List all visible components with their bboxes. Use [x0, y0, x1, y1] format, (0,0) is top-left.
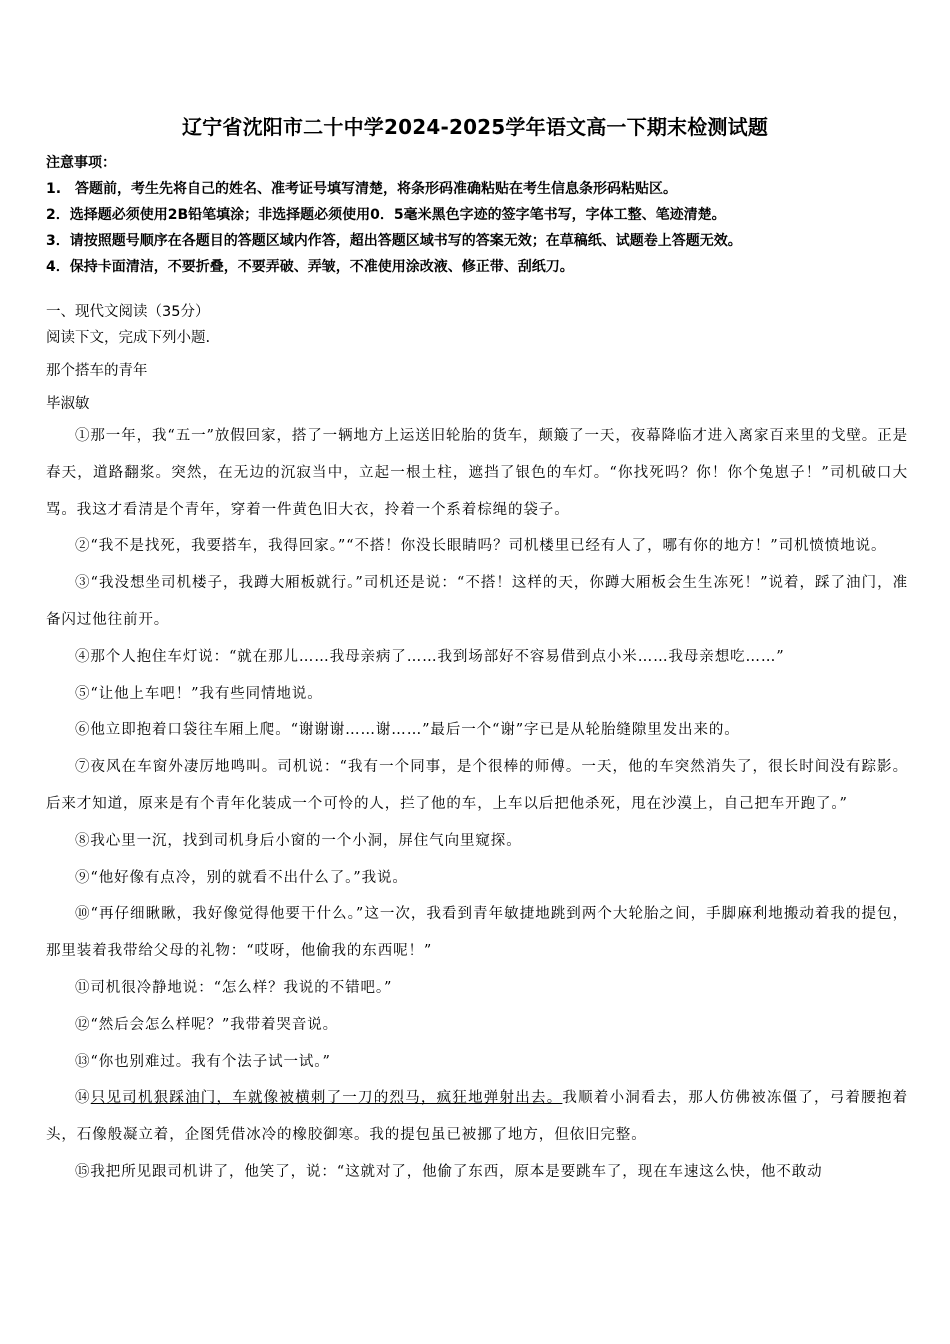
paragraph-10: ⑩“再仔细瞅瞅，我好像觉得他要干什么。”这一次，我看到青年敏捷地跳到两个大轮胎之间，手脚麻利地搬动着我的提包，那里装着我带给父母的礼物：“哎呀，他偷我的东西呢！”: [46, 906, 908, 960]
exam-title: 辽宁省沈阳市二十中学2024-2025学年语文高一下期末检测试题: [181, 115, 769, 139]
paragraph-7: ⑦夜风在车窗外凄厉地鸣叫。司机说：“我有一个同事，是个很棒的师傅。一天，他的车突然消失了，很长时间没有踪影。后来才知道，原来是有个青年化装成一个可怜的人，拦了他的车，上车以后把他杀死，甩在沙漠上，自己把车开跑了。”: [46, 759, 908, 812]
paragraph-12: ⑫“然后会怎么样呢？”我带着哭音说。: [75, 1016, 339, 1033]
notice-item: 4．保持卡面清洁，不要折叠，不要弄破、弄皱，不准使用涂改液、修正带、刮纸刀。: [46, 259, 574, 275]
paragraph-3: ③“我没想坐司机楼子，我蹲大厢板就行。”司机还是说：“不搭！这样的天，你蹲大厢板会生生冻死！”说着，踩了油门，准备闪过他往前开。: [46, 575, 908, 628]
notice-item: 2．选择题必须使用2B铅笔填涂；非选择题必须使用0．5毫米黑色字迹的签字笔书写，字体工整、笔迹清楚。: [46, 207, 726, 223]
notice-item: 1. 答题前，考生先将自己的姓名、准考证号填写清楚，将条形码准确粘贴在考生信息条形码粘贴区。: [46, 181, 678, 197]
underlined-sentence: 只见司机狠踩油门，车就像被横刺了一刀的烈马，疯狂地弹射出去。: [90, 1090, 563, 1107]
notice-item: 3．请按照题号顺序在各题目的答题区域内作答，超出答题区域书写的答案无效；在草稿纸、试题卷上答题无效。: [46, 233, 742, 249]
paragraph-5: ⑤“让他上车吧！”我有些同情地说。: [75, 685, 323, 702]
article-body: [46, 418, 908, 1191]
paragraph-1: ①那一年，我“五一”放假回家，搭了一辆地方上运送旧轮胎的货车，颠簸了一天，夜幕降临才进入离家百来里的戈壁。正是春天，道路翻浆。突然，在无边的沉寂当中，立起一根土柱，遮挡了银色的车灯。“你找死吗？你！你个兔崽子！”司机破口大骂。我这才看清是个青年，穿着一件黄色旧大衣，拎着一个系着棕绳的袋子。: [46, 428, 908, 518]
article-author: 毕淑敏: [46, 396, 90, 412]
paragraph-9: ⑨“他好像有点冷，别的就看不出什么了。”我说。: [75, 869, 408, 886]
paragraph-11: ⑪司机很冷静地说：“怎么样？我说的不错吧。”: [75, 979, 393, 996]
section-instruction: 阅读下文，完成下列小题.: [46, 330, 211, 346]
paragraph-6: ⑥他立即抱着口袋往车厢上爬。“谢谢谢……谢……”最后一个“谢”字已是从轮胎缝隙里发出来的。: [75, 722, 740, 739]
paragraph-15: ⑮我把所见跟司机讲了，他笑了，说：“这就对了，他偷了东西，原本是要跳车了，现在车速这么快，他不敢动: [75, 1163, 823, 1180]
paragraph-14-rest: 我顺着小洞看去，那人仿佛被冻僵了，弓着腰抱着头，石像般凝立着，企图凭借冰冷的橡胶御寒。我的提包虽已被挪了地方，但依旧完整。: [46, 1090, 908, 1144]
paragraph-8: ⑧我心里一沉，找到司机身后小窗的一个小洞，屏住气向里窥探。: [75, 832, 522, 849]
paragraph-14: [46, 1080, 908, 1154]
notice-block: [46, 150, 916, 280]
paragraph-13: ⑬“你也别难过。我有个法子试一试。”: [75, 1053, 331, 1070]
paragraph-4: ④那个人抱住车灯说：“就在那儿……我母亲病了……我到场部好不容易借到点小米……我母亲想吃……”: [75, 648, 785, 665]
paragraph-2: ②“我不是找死，我要搭车，我得回家。”“不搭！你没长眼睛吗？司机楼里已经有人了，哪有你的地方！”司机愤愤地说。: [75, 538, 887, 555]
article-title: 那个搭车的青年: [46, 363, 148, 379]
notice-heading: 注意事项：: [46, 155, 116, 171]
paragraph-14-number: ⑭: [75, 1090, 91, 1107]
section-heading: 一、现代文阅读（35分）: [46, 304, 210, 320]
